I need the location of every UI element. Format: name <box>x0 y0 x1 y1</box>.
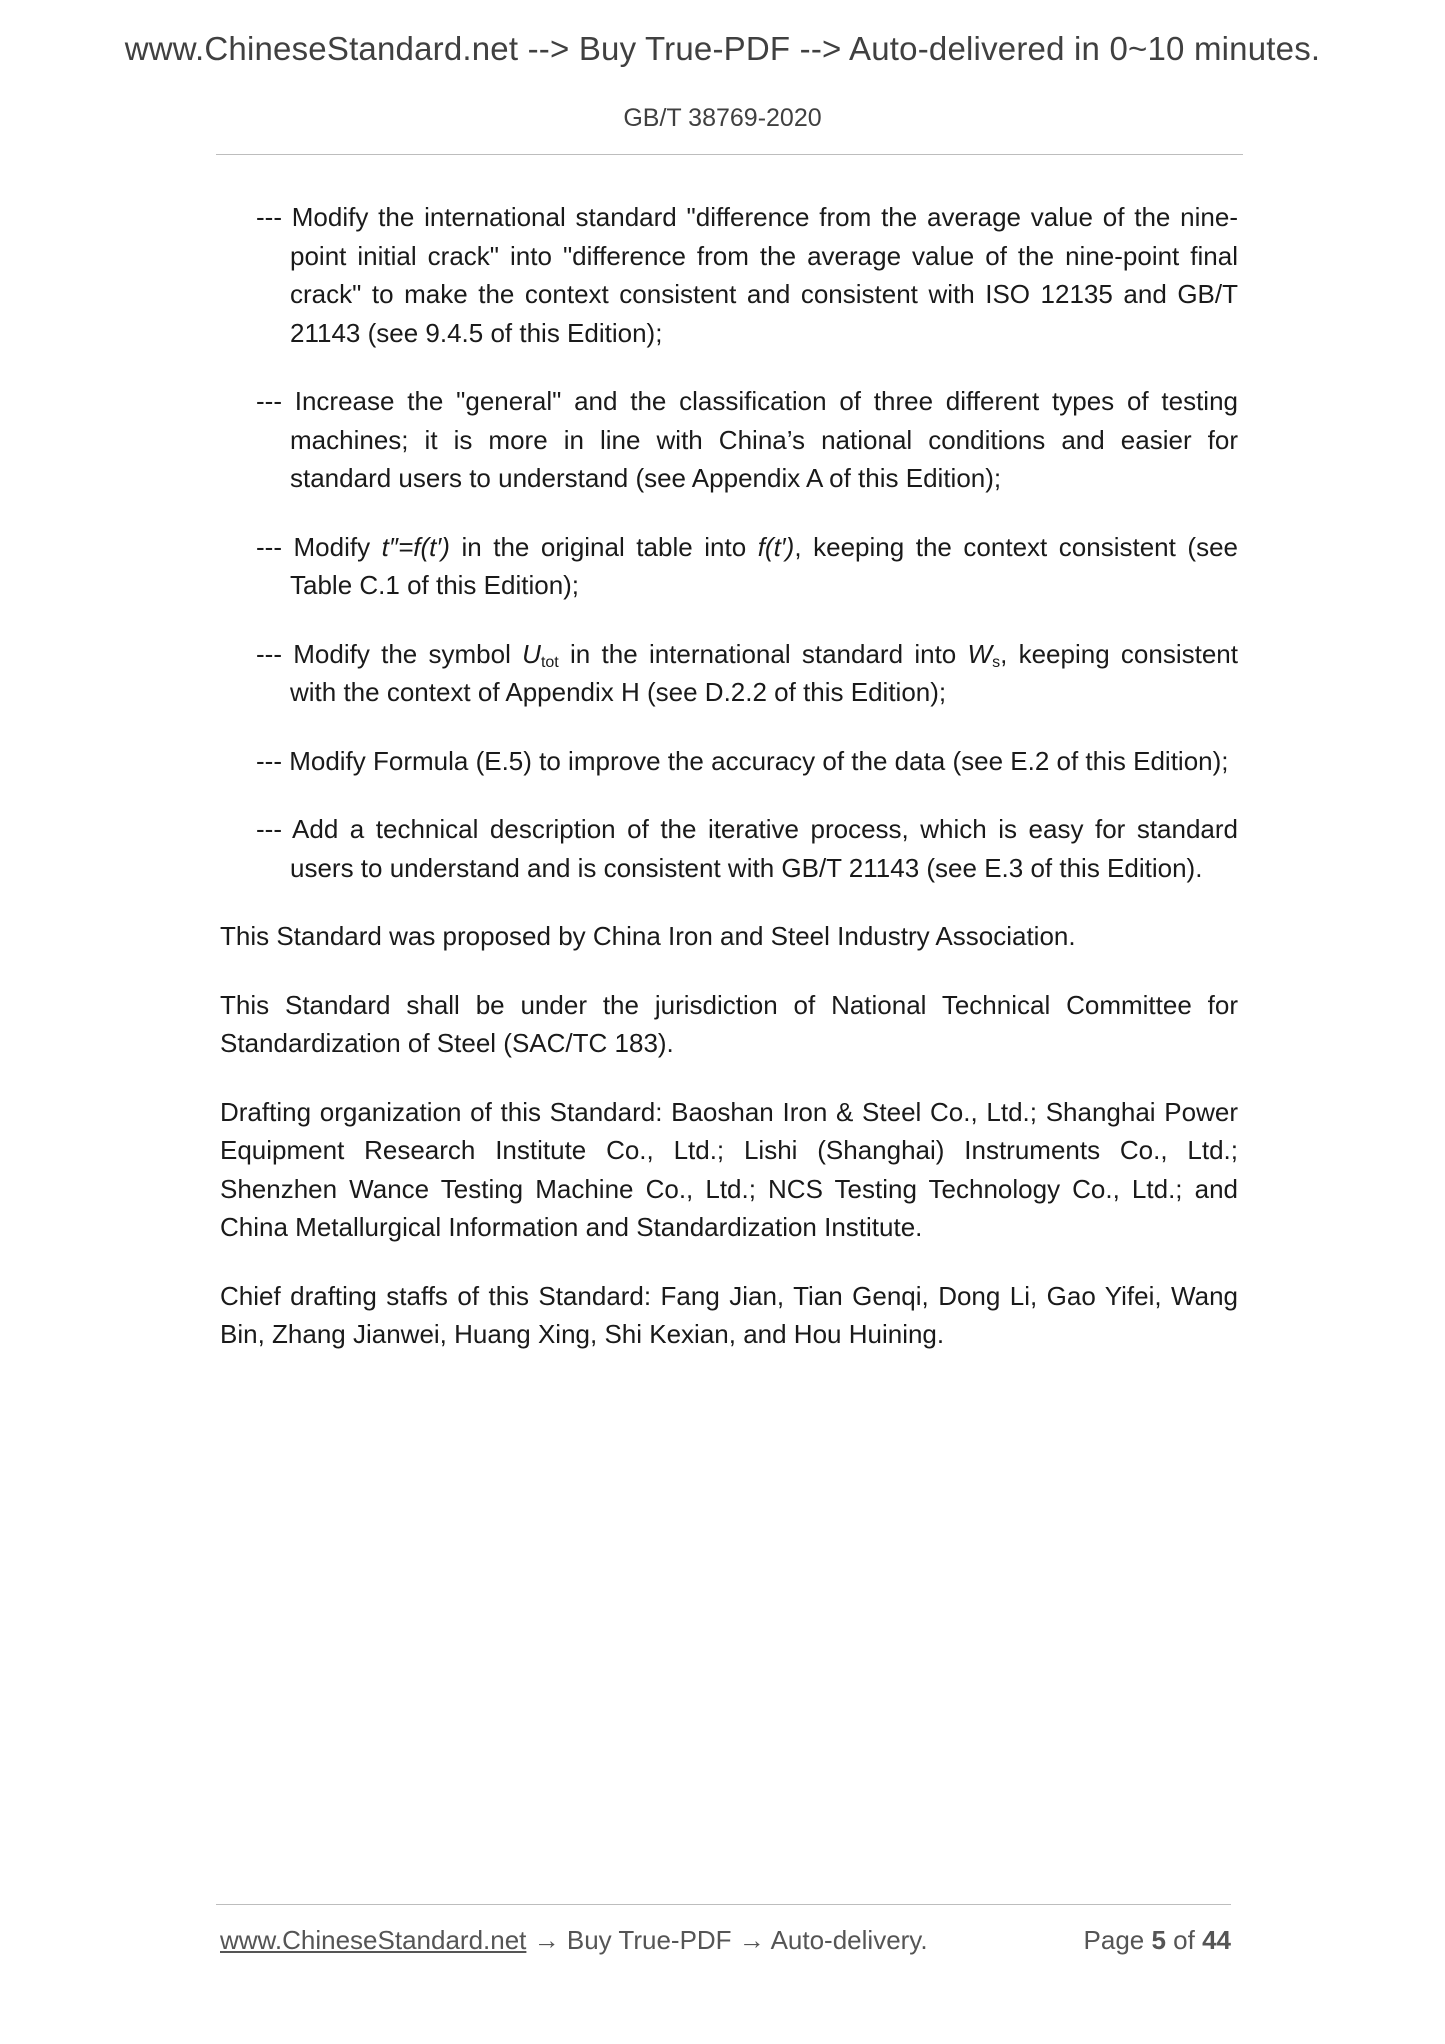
bullet-text: --- Modify <box>256 531 382 562</box>
symbol-w: W <box>967 638 993 669</box>
standard-code: GB/T 38769-2020 <box>623 104 822 132</box>
bullet-text: , keeping consistent with the context of Appendix H (see D.2.2 of this Edition); <box>290 638 1238 707</box>
bullet-text: in the international standard into <box>558 638 968 669</box>
drafting-organization-paragraph: Drafting organization of this Standard: Baoshan Iron & Steel Co., Ltd.; Shanghai Power Equipment Research Institute Co., Ltd.; Lishi (Shanghai) Instruments Co., Ltd.; Shenzhen Wance Testing Machine Co., Ltd.; NCS Testing Technology Co., Ltd.; and China Metallurgical Information and Standardization Institute. <box>220 1096 1238 1242</box>
formula-inline: t″=f(t′) <box>381 531 450 562</box>
chief-drafting-staff-paragraph: Chief drafting staffs of this Standard: Fang Jian, Tian Genqi, Dong Li, Gao Yifei, Wang Bin, Zhang Jianwei, Huang Xing, Shi Kexian, and Hou Huining. <box>220 1280 1238 1349</box>
bullet-text: , keeping the context consistent (see Table C.1 of this Edition); <box>290 531 1238 600</box>
page-indicator <box>1084 1925 1231 1956</box>
footer-divider <box>216 1904 1231 1905</box>
header-divider <box>216 154 1243 155</box>
jurisdiction-paragraph: This Standard shall be under the jurisdiction of National Technical Committee for Standardization of Steel (SAC/TC 183). <box>220 989 1238 1058</box>
page-current: 5 <box>1151 1925 1166 1955</box>
page-label: Page <box>1083 1925 1152 1955</box>
footer-site-link[interactable]: www.ChineseStandard.net <box>220 1925 527 1955</box>
bullet-item: --- Increase the "general" and the classification of three different types of testing machines; it is more in line with China’s national conditions and easier for standard users to understand (see Appendix A of this Edition); <box>256 386 1238 493</box>
bullet-item <box>220 635 1238 712</box>
symbol-u-subscript: tot <box>540 653 559 671</box>
page-footer <box>220 1925 1231 1965</box>
bullet-item: --- Modify Formula (E.5) to improve the accuracy of the data (see E.2 of this Edition); <box>256 745 1229 776</box>
document-body <box>220 198 1238 1384</box>
footer-tagline: → Buy True-PDF → Auto-delivery. <box>526 1925 928 1955</box>
symbol-u: U <box>522 638 541 669</box>
page-of-label: of <box>1165 1925 1203 1955</box>
footer-left <box>220 1925 928 1956</box>
bullet-item: --- Add a technical description of the iterative process, which is easy for standard users to understand and is consistent with GB/T 21143 (see E.3 of this Edition). <box>256 814 1238 883</box>
bullet-item <box>220 528 1238 605</box>
proposed-paragraph: This Standard was proposed by China Iron and Steel Industry Association. <box>220 921 1076 951</box>
bullet-item: --- Modify the international standard "difference from the average value of the nine-point initial crack" into "difference from the average value of the nine-point final crack" to make the context consistent and consistent with ISO 12135 and GB/T 21143 (see 9.4.5 of this Edition); <box>256 202 1238 348</box>
symbol-w-subscript: s <box>992 653 1001 671</box>
page-total: 44 <box>1202 1925 1231 1955</box>
bullet-text: --- Modify the symbol <box>256 638 523 669</box>
formula-inline: f(t′) <box>757 531 795 562</box>
bullet-text: in the original table into <box>449 531 758 562</box>
top-banner: www.ChineseStandard.net --> Buy True-PDF --> Auto-delivered in 0~10 minutes. <box>124 30 1321 67</box>
